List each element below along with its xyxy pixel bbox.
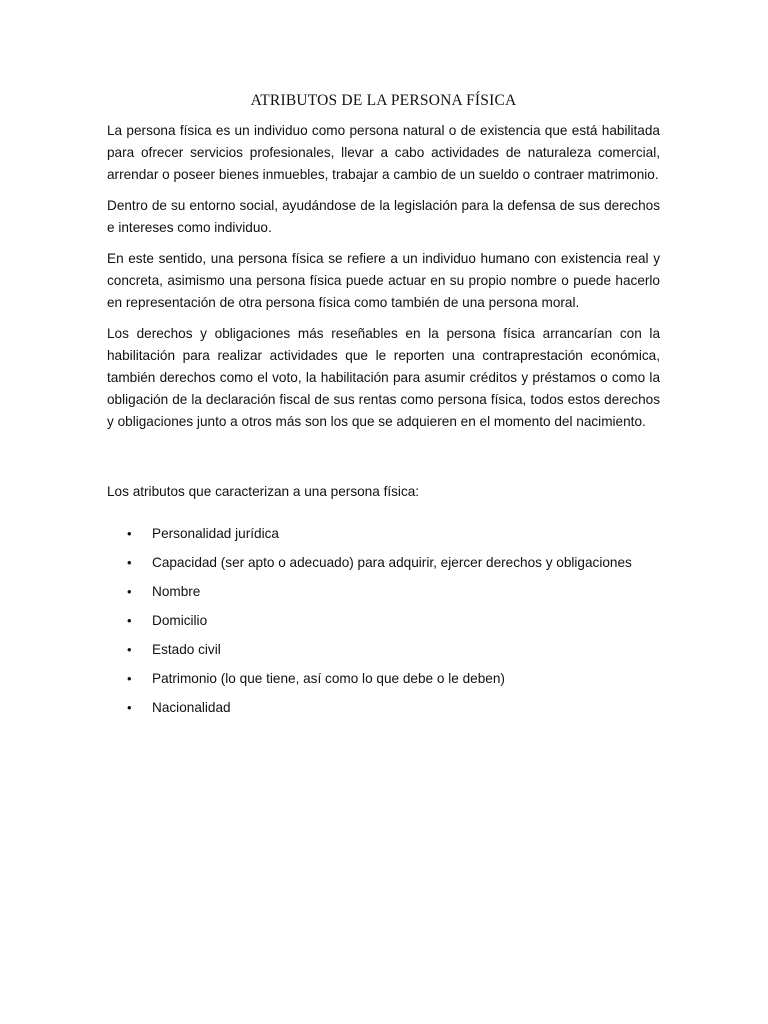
bullet-icon: • — [127, 642, 132, 657]
list-item-text: Patrimonio (lo que tiene, así como lo que debe o le deben) — [152, 671, 505, 686]
list-item — [107, 639, 660, 661]
list-item — [107, 697, 660, 719]
paragraph-rights-obligations: Los derechos y obligaciones más reseñables en la persona física arrancarían con la habilitación para realizar actividades que le reporten una contraprestación económica, también derechos como el voto, la habilitación para asumir créditos y préstamos o como la obligación de la declaración fiscal de sus rentas como persona física, todos estos derechos y obligaciones junto a otros más son los que se adquieren en el momento del nacimiento. — [107, 326, 660, 429]
bullet-icon: • — [127, 613, 132, 628]
paragraph-social-context: Dentro de su entorno social, ayudándose de la legislación para la defensa de sus derechos e intereses como individuo. — [107, 198, 660, 235]
bullet-icon: • — [127, 700, 132, 715]
list-item — [107, 668, 660, 690]
list-item-text: Nacionalidad — [152, 700, 231, 715]
list-item — [107, 610, 660, 632]
bullet-icon: • — [127, 584, 132, 599]
document-body — [107, 90, 660, 726]
list-intro: Los atributos que caracterizan a una persona física: — [107, 484, 420, 499]
list-item-text: Domicilio — [152, 613, 208, 628]
list-item — [107, 523, 660, 545]
paragraph-definition: La persona física es un individuo como persona natural o de existencia que está habilitada para ofrecer servicios profesionales, llevar a cabo actividades de naturaleza comercial, arrendar o poseer bienes inmuebles, trabajar a cambio de un sueldo o contraer matrimonio. — [107, 123, 660, 182]
document-title: ATRIBUTOS DE LA PERSONA FÍSICA — [250, 92, 517, 109]
list-item — [107, 552, 660, 574]
bullet-icon: • — [127, 671, 132, 686]
paragraph-meaning: En este sentido, una persona física se refiere a un individuo humano con existencia real y concreta, asimismo una persona física puede actuar en su propio nombre o puede hacerlo en representación de otra persona física como también de una persona moral. — [107, 251, 660, 310]
list-item-text: Capacidad (ser apto o adecuado) para adquirir, ejercer derechos y obligaciones — [152, 555, 632, 570]
list-item — [107, 581, 660, 603]
bullet-icon: • — [127, 526, 132, 541]
list-item-text: Nombre — [152, 584, 201, 599]
list-item-text: Estado civil — [152, 642, 221, 657]
bullet-icon: • — [127, 555, 132, 570]
list-item-text: Personalidad jurídica — [152, 526, 279, 541]
attributes-list — [107, 523, 660, 719]
